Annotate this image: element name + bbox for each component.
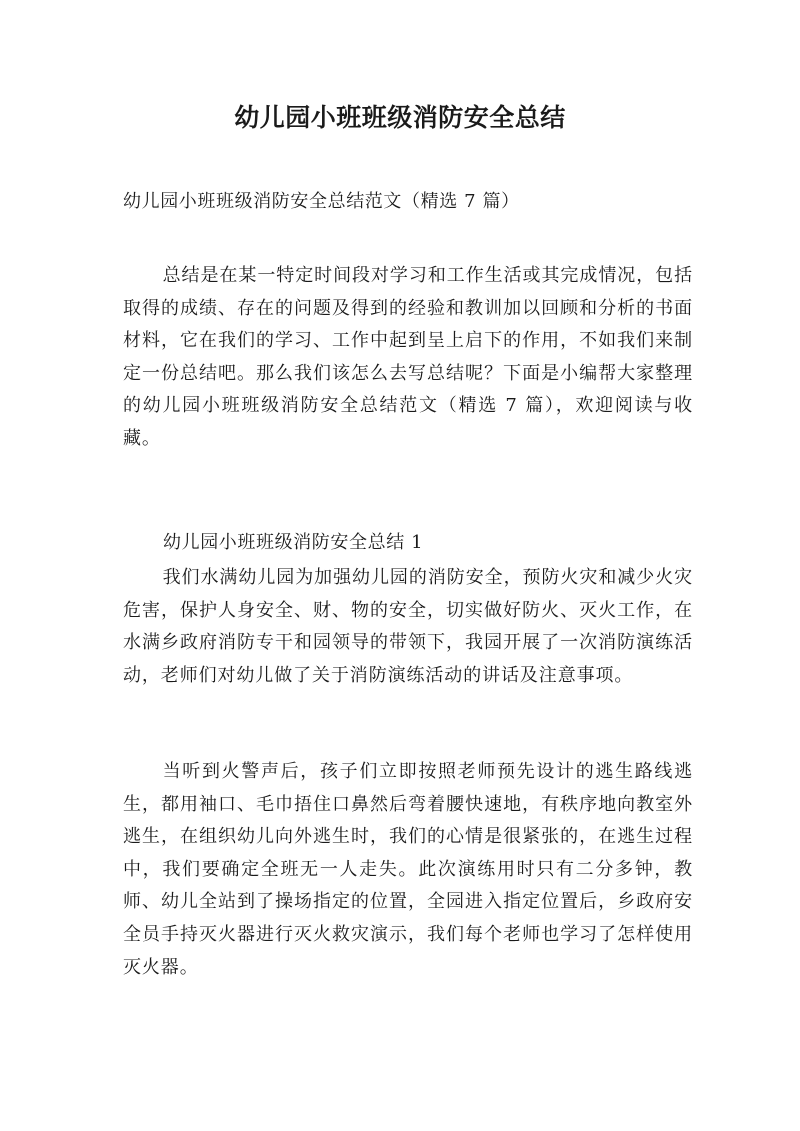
- body-paragraph-2: 当听到火警声后，孩子们立即按照老师预先设计的逃生路线逃生，都用袖口、毛巾捂住口鼻然后弯着腰快速地，有秩序地向教室外逃生，在组织幼儿向外逃生时，我们的心情是很紧张的，在逃生过程中，我们要确定全班无一人走失。此次演练用时只有二分多钟，教师、幼儿全站到了操场指定的位置，全园进入指定位置后，乡政府安全员手持灭火器进行灭火救灾演示，我们每个老师也学习了怎样使用灭火器。: [123, 761, 693, 978]
- document-title: 幼儿园小班班级消防安全总结: [234, 103, 566, 132]
- section-heading: 幼儿园小班班级消防安全总结 1: [163, 532, 424, 553]
- document-subtitle: 幼儿园小班班级消防安全总结范文（精选 7 篇）: [123, 191, 520, 212]
- intro-paragraph: 总结是在某一特定时间段对学习和工作生活或其完成情况，包括取得的成绩、存在的问题及得到的经验和教训加以回顾和分析的书面材料，它在我们的学习、工作中起到呈上启下的作用，不如我们来制定一份总结吧。那么我们该怎么去写总结呢？下面是小编帮大家整理的幼儿园小班班级消防安全总结范文（精选 7 篇），欢迎阅读与收藏。: [123, 265, 693, 449]
- body-paragraph-1: 我们水满幼儿园为加强幼儿园的消防安全，预防火灾和减少火灾危害，保护人身安全、财、物的安全，切实做好防火、灭火工作，在水满乡政府消防专干和园领导的带领下，我园开展了一次消防演练活动，老师们对幼儿做了关于消防演练活动的讲话及注意事项。: [123, 567, 693, 686]
